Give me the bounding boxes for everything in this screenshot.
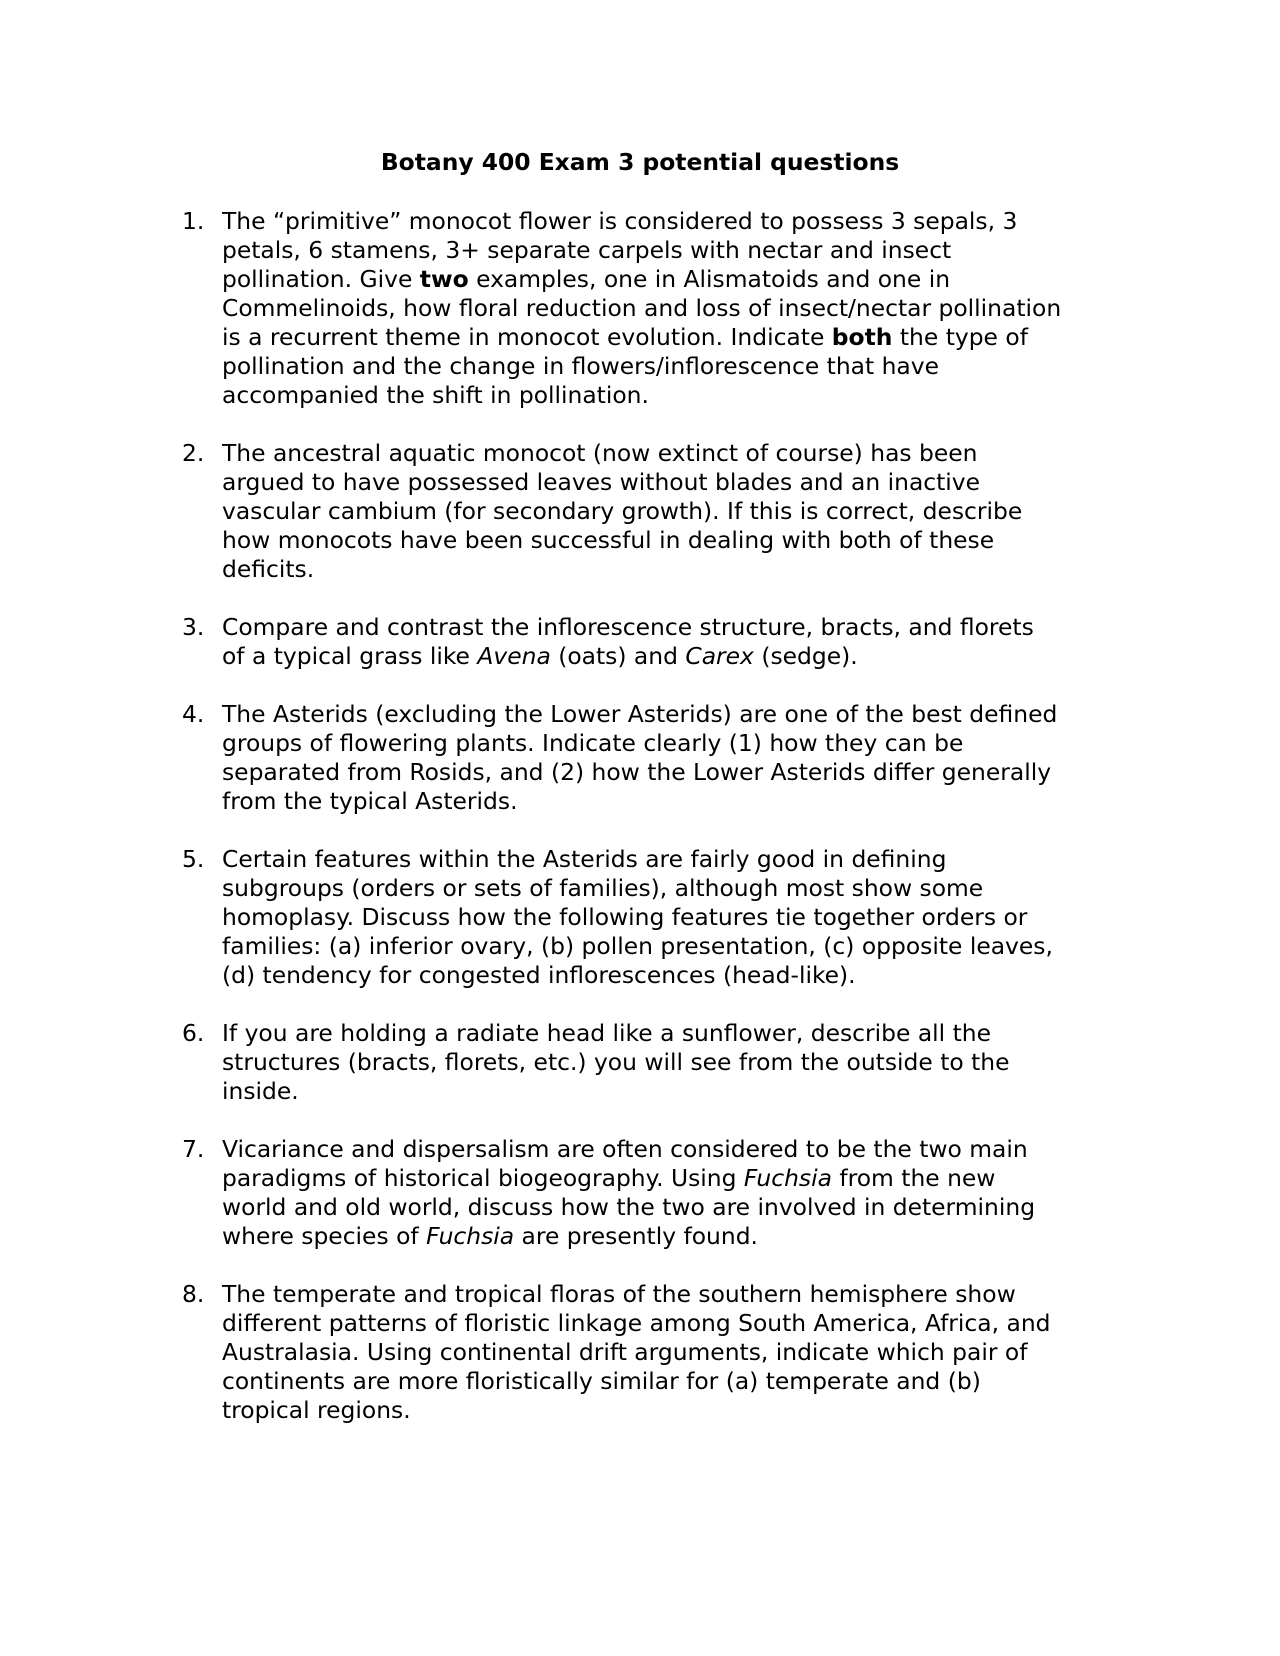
- question-text-line: [222, 845, 1122, 874]
- question-number: 7.: [182, 1135, 205, 1163]
- text-run: Vicariance and dispersalism are often considered to be the two main: [222, 1135, 1028, 1163]
- question-number: 6.: [182, 1019, 205, 1047]
- question-text-line: [222, 1019, 1122, 1048]
- question-text-line: [222, 439, 1122, 468]
- emphasis-bold: two: [419, 265, 469, 293]
- text-run: deficits.: [222, 555, 315, 583]
- question-text-line: [222, 613, 1122, 642]
- question-text-line: [222, 961, 1122, 990]
- question-text-line: [222, 207, 1122, 236]
- text-run: examples, one in Alismatoids and one in: [468, 265, 951, 293]
- text-run: structures (bracts, florets, etc.) you will see from the outside to the: [222, 1048, 1010, 1076]
- text-run: of a typical grass like: [222, 642, 478, 670]
- text-run: continents are more floristically similar for (a) temperate and (b): [222, 1367, 981, 1395]
- question-item: [182, 1019, 1122, 1106]
- text-run: The Asterids (excluding the Lower Asterids) are one of the best defined: [222, 700, 1058, 728]
- question-text-line: [222, 1222, 1122, 1251]
- text-run: vascular cambium (for secondary growth). If this is correct, describe: [222, 497, 1023, 525]
- question-text-line: [222, 352, 1122, 381]
- question-text-line: [222, 497, 1122, 526]
- question-text-line: [222, 874, 1122, 903]
- question-text-line: [222, 787, 1122, 816]
- text-run: tropical regions.: [222, 1396, 411, 1424]
- question-item: [182, 207, 1122, 410]
- question-item: [182, 845, 1122, 990]
- taxon-italic: Carex: [685, 642, 754, 670]
- question-text-line: [222, 1367, 1122, 1396]
- question-text-line: [222, 468, 1122, 497]
- question-number: 3.: [182, 613, 205, 641]
- text-run: how monocots have been successful in dealing with both of these: [222, 526, 995, 554]
- text-run: Australasia. Using continental drift arguments, indicate which pair of: [222, 1338, 1028, 1366]
- question-item: [182, 1280, 1122, 1425]
- question-text-line: [222, 1048, 1122, 1077]
- text-run: is a recurrent theme in monocot evolution. Indicate: [222, 323, 832, 351]
- text-run: Certain features within the Asterids are fairly good in defining: [222, 845, 947, 873]
- question-text-line: [222, 1396, 1122, 1425]
- question-number: 4.: [182, 700, 205, 728]
- question-text-line: [222, 1193, 1122, 1222]
- text-run: The “primitive” monocot flower is considered to possess 3 sepals, 3: [222, 207, 1018, 235]
- text-run: homoplasy. Discuss how the following features tie together orders or: [222, 903, 1028, 931]
- text-run: (sedge).: [753, 642, 858, 670]
- text-run: Commelinoids, how floral reduction and loss of insect/nectar pollination: [222, 294, 1062, 322]
- text-run: (oats) and: [550, 642, 686, 670]
- question-item: [182, 1135, 1122, 1251]
- text-run: accompanied the shift in pollination.: [222, 381, 649, 409]
- text-run: where species of: [222, 1222, 427, 1250]
- text-run: subgroups (orders or sets of families), although most show some: [222, 874, 984, 902]
- question-list: [182, 207, 1122, 1454]
- text-run: The ancestral aquatic monocot (now extinct of course) has been: [222, 439, 978, 467]
- question-text-line: [222, 526, 1122, 555]
- question-text-line: [222, 903, 1122, 932]
- text-run: groups of flowering plants. Indicate clearly (1) how they can be: [222, 729, 964, 757]
- taxon-italic: Avena: [477, 642, 551, 670]
- question-text-line: [222, 932, 1122, 961]
- question-item: [182, 439, 1122, 584]
- taxon-italic: Fuchsia: [743, 1164, 832, 1192]
- question-text-line: [222, 642, 1122, 671]
- question-number: 2.: [182, 439, 205, 467]
- taxon-italic: Fuchsia: [426, 1222, 515, 1250]
- text-run: petals, 6 stamens, 3+ separate carpels with nectar and insect: [222, 236, 952, 264]
- question-text-line: [222, 381, 1122, 410]
- question-number: 8.: [182, 1280, 205, 1308]
- text-run: Compare and contrast the inflorescence structure, bracts, and florets: [222, 613, 1034, 641]
- question-text-line: [222, 1164, 1122, 1193]
- question-number: 5.: [182, 845, 205, 873]
- emphasis-bold: both: [831, 323, 893, 351]
- text-run: families: (a) inferior ovary, (b) pollen presentation, (c) opposite leaves,: [222, 932, 1053, 960]
- question-number: 1.: [182, 207, 205, 235]
- question-text-line: [222, 555, 1122, 584]
- text-run: are presently found.: [514, 1222, 758, 1250]
- text-run: paradigms of historical biogeography. Using: [222, 1164, 744, 1192]
- question-text-line: [222, 1077, 1122, 1106]
- text-run: pollination and the change in flowers/inflorescence that have: [222, 352, 939, 380]
- question-text-line: [222, 729, 1122, 758]
- text-run: from the new: [831, 1164, 996, 1192]
- text-run: world and old world, discuss how the two are involved in determining: [222, 1193, 1036, 1221]
- text-run: different patterns of floristic linkage among South America, Africa, and: [222, 1309, 1051, 1337]
- question-text-line: [222, 758, 1122, 787]
- text-run: argued to have possessed leaves without blades and an inactive: [222, 468, 981, 496]
- text-run: the type of: [892, 323, 1028, 351]
- text-run: inside.: [222, 1077, 299, 1105]
- text-run: separated from Rosids, and (2) how the Lower Asterids differ generally: [222, 758, 1052, 786]
- text-run: pollination. Give: [222, 265, 420, 293]
- question-text-line: [222, 265, 1122, 294]
- question-text-line: [222, 700, 1122, 729]
- text-run: (d) tendency for congested inflorescences (head-like).: [222, 961, 856, 989]
- question-text-line: [222, 323, 1122, 352]
- document-title: Botany 400 Exam 3 potential questions: [380, 148, 900, 176]
- text-run: If you are holding a radiate head like a sunflower, describe all the: [222, 1019, 991, 1047]
- question-text-line: [222, 294, 1122, 323]
- question-item: [182, 700, 1122, 816]
- question-text-line: [222, 1338, 1122, 1367]
- question-text-line: [222, 1135, 1122, 1164]
- question-text-line: [222, 1280, 1122, 1309]
- text-run: The temperate and tropical floras of the southern hemisphere show: [222, 1280, 1016, 1308]
- question-text-line: [222, 1309, 1122, 1338]
- text-run: from the typical Asterids.: [222, 787, 518, 815]
- question-text-line: [222, 236, 1122, 265]
- question-item: [182, 613, 1122, 671]
